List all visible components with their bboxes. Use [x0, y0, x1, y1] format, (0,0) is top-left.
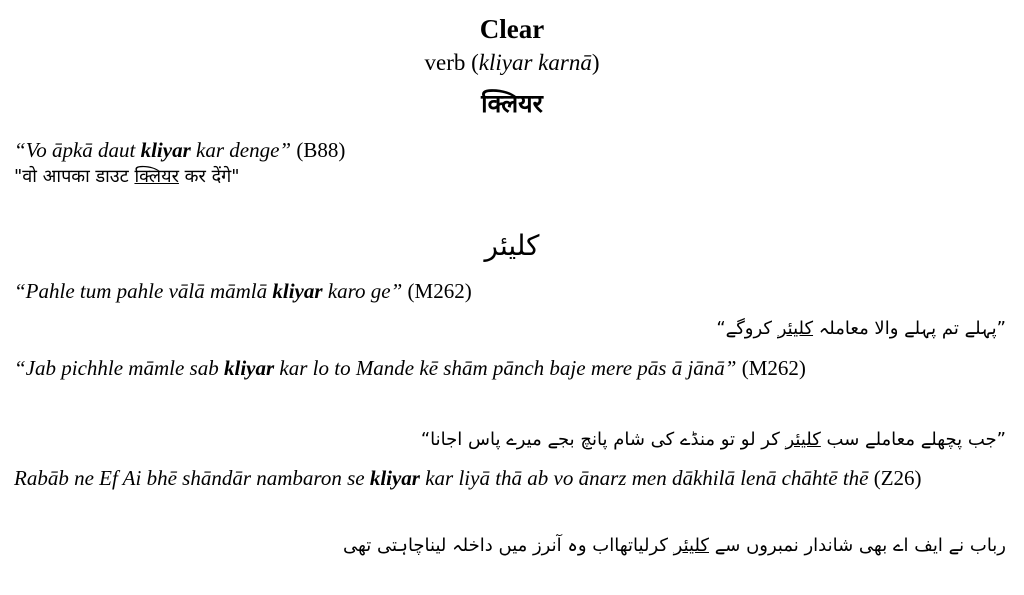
pos-suffix: )	[591, 50, 600, 75]
example-4-urdu-keyword: کلیئر	[673, 535, 709, 556]
part-of-speech	[0, 49, 1024, 77]
example-2-urdu	[716, 316, 1006, 342]
pos-prefix: verb (	[424, 50, 479, 75]
example-3-urdu-before: ”جب پچھلے معاملے سب	[820, 429, 1006, 450]
example-4-urdu-before: رباب نے ایف اے بھی شاندار نمبروں سے	[709, 535, 1006, 556]
example-3-text-before: “Jab pichhle māmle sab	[14, 356, 224, 380]
example-1-deva-after: कर देंगे"	[178, 166, 240, 187]
example-2-keyword: kliyar	[272, 279, 323, 303]
example-1-text-after: kar denge”	[190, 138, 292, 162]
example-4-keyword: kliyar	[369, 466, 420, 490]
example-2-text-after: karo ge”	[322, 279, 403, 303]
example-4-source: (Z26)	[868, 466, 922, 490]
hindi-headword: क्लियर	[481, 89, 543, 118]
example-2-urdu-keyword: کلیئر	[777, 318, 814, 339]
example-4-urdu	[343, 533, 1006, 559]
example-3-urdu	[421, 427, 1006, 453]
example-1-deva-keyword: क्लियर	[134, 166, 179, 187]
example-1-deva-before: "वो आपका डाउट	[14, 166, 135, 187]
example-2-urdu-after: کروگے“	[716, 318, 778, 339]
urdu-headword: کلیئر	[484, 229, 540, 262]
example-1-text-before: Vo āpkā daut	[25, 138, 141, 162]
example-3-keyword: kliyar	[223, 356, 275, 380]
example-4-text-before: Rabāb ne Ef Ai bhē shāndār nambaron se	[14, 466, 370, 490]
example-4-romanized	[14, 464, 1010, 492]
example-3-urdu-keyword: کلیئر	[785, 429, 821, 450]
example-4-urdu-after: کرلیاتھااب وہ آنرز میں داخلہ لیناچاہتی تھی	[342, 535, 674, 556]
example-2-source: (M262)	[402, 279, 472, 303]
example-1-devanagari	[14, 165, 240, 189]
example-2-text-before: “Pahle tum pahle vālā māmlā	[14, 279, 273, 303]
headword: Clear	[479, 14, 545, 44]
example-4-text-after: kar liyā thā ab vo ānarz men dākhilā lenā chāhtē thē	[419, 466, 869, 490]
example-3-romanized	[14, 354, 1010, 382]
example-1-source: (B88)	[291, 138, 346, 162]
example-1-romanized	[14, 137, 345, 163]
pos-transliteration: kliyar karnā	[478, 50, 592, 75]
example-2-romanized	[14, 278, 472, 304]
example-1-quote-open: “	[14, 138, 26, 162]
example-1-keyword: kliyar	[140, 138, 191, 162]
example-2-urdu-before: ”پہلے تم پہلے والا معاملہ	[813, 318, 1006, 339]
example-3-urdu-after: کر لو تو منڈے کی شام پانچ بجے میرے پاس اجانا“	[420, 429, 786, 450]
example-3-text-after: kar lo to Mande kē shām pānch baje mere pās ā jānā”	[274, 356, 737, 380]
example-3-source: (M262)	[736, 356, 806, 380]
